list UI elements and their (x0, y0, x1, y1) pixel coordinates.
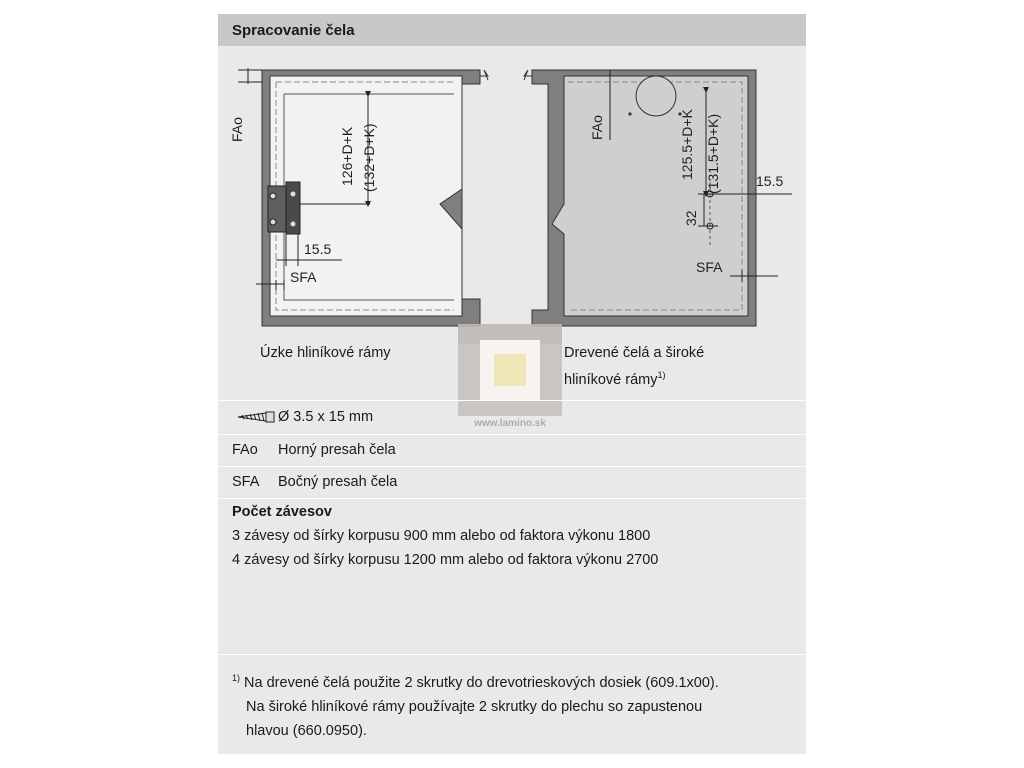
divider-2 (218, 434, 806, 435)
right-label-sfa: SFA (696, 259, 723, 275)
divider-4 (218, 498, 806, 499)
left-dim-vertical-2: (132+D+K) (361, 123, 377, 192)
left-label-sfa: SFA (290, 269, 317, 285)
section-title: Spracovanie čela (232, 22, 355, 39)
hinges-line-2: 4 závesy od šírky korpusu 1200 mm alebo od faktora výkonu 2700 (232, 552, 659, 568)
drawing-area (218, 54, 806, 344)
left-drawing (229, 68, 488, 326)
screw-icon (236, 410, 276, 424)
right-dim-spacing: 32 (683, 210, 699, 226)
left-dim-horizontal: 15.5 (304, 241, 332, 257)
left-caption: Úzke hliníkové rámy (260, 345, 391, 361)
right-drawing (524, 70, 792, 326)
right-dim-horizontal: 15.5 (756, 173, 784, 189)
watermark-square (494, 354, 526, 386)
hinges-line-1: 3 závesy od šírky korpusu 900 mm alebo od faktora výkonu 1800 (232, 528, 651, 544)
right-dim-vertical-2: (131.5+D+K) (705, 113, 721, 194)
section-header (218, 14, 806, 46)
legend-row-sfa: SFA Bočný presah čela (232, 474, 398, 490)
right-caption: Drevené čelá a široké hliníkové rámy$^{1)}$ (564, 345, 705, 388)
footnote: $^{1)}$ Na drevené čelá použite 2 skrutky do drevotrieskových dosiek (609.1x00). Na široké hliníkové rámy používajte 2 skrutky do plechu so zapustenou hlavou (660.0950). (232, 673, 719, 739)
legend-row-fao: FAo Horný presah čela (232, 442, 396, 458)
technical-sheet (218, 14, 806, 754)
left-dim-vertical-1: 126+D+K (339, 126, 355, 186)
hinges-title: Počet závesov (232, 504, 332, 520)
divider-3 (218, 466, 806, 467)
right-dim-vertical-1: 125.5+D+K (679, 109, 695, 180)
divider-5 (218, 654, 806, 655)
watermark-text: www.lamino.sk (474, 418, 546, 429)
screw-spec: Ø 3.5 x 15 mm (278, 409, 374, 425)
right-label-fao: FAo (589, 115, 605, 140)
left-label-fao: FAo (229, 117, 245, 142)
divider-1 (218, 400, 806, 401)
